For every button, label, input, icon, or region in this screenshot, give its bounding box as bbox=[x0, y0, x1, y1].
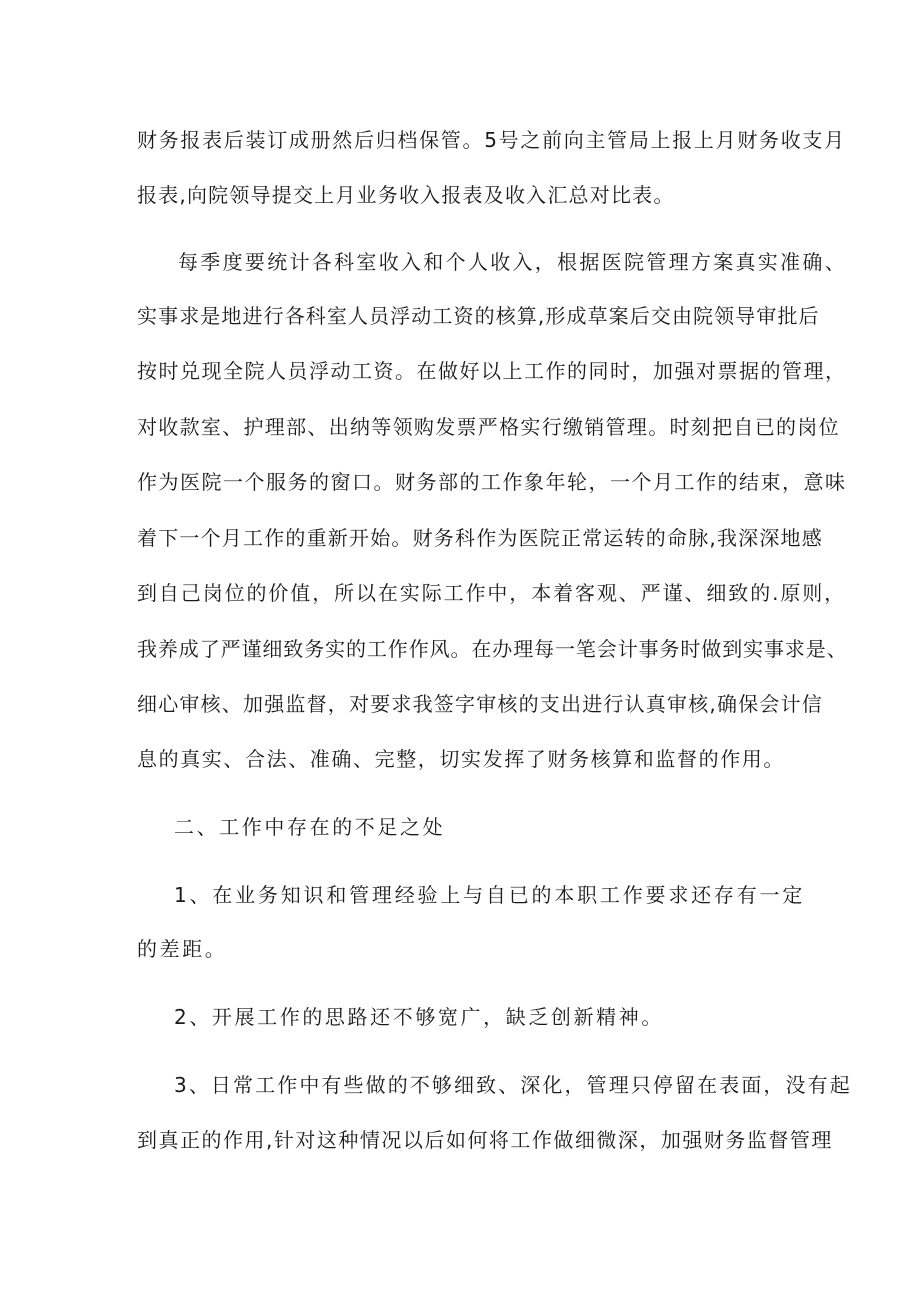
text-line: 实事求是地进行各科室人员浮动工资的核算,形成草案后交由院领导审批后 bbox=[137, 304, 820, 328]
list-item-3: 3、日常工作中有些做的不够细致、深化，管理只停留在表面，没有起 bbox=[174, 1073, 852, 1097]
text-line: 到真正的作用,针对这种情况以后如何将工作做细微深，加强财务监督管理 bbox=[137, 1128, 833, 1152]
text-line: 到自己岗位的价值，所以在实际工作中，本着客观、严谨、细致的.原则， bbox=[137, 581, 847, 605]
text-line: 我养成了严谨细致务实的工作作风。在办理每一笔会计事务时做到实事求是、 bbox=[137, 637, 848, 661]
text-line: 息的真实、合法、准确、完整，切实发挥了财务核算和监督的作用。 bbox=[137, 747, 785, 771]
text-line: 细心审核、加强监督，对要求我签字审核的支出进行认真审核,确保会计信 bbox=[137, 692, 823, 716]
text-line: 着下一个月工作的重新开始。财务科作为医院正常运转的命脉,我深深地感 bbox=[137, 526, 823, 550]
list-item-2: 2、开展工作的思路还不够宽广，缺乏创新精神。 bbox=[174, 1005, 664, 1029]
text-line: 的差距。 bbox=[137, 937, 228, 961]
text-line: 按时兑现全院人员浮动工资。在做好以上工作的同时，加强对票据的管理， bbox=[137, 359, 847, 383]
text-line: 作为医院一个服务的窗口。财务部的工作象年轮，一个月工作的结束，意味 bbox=[137, 470, 847, 494]
text-line: 财务报表后装订成册然后归档保管。5号之前向主管局上报上月财务收支月 bbox=[137, 128, 846, 152]
list-item-1: 1、在业务知识和管理经验上与自已的本职工作要求还存有一定 bbox=[174, 883, 806, 907]
paragraph-start-line: 每季度要统计各科室收入和个人收入，根据医院管理方案真实准确、 bbox=[178, 250, 847, 274]
section-heading: 二、工作中存在的不足之处 bbox=[174, 815, 446, 839]
text-line: 报表,向院领导提交上月业务收入报表及收入汇总对比表。 bbox=[137, 183, 675, 207]
text-line: 对收款室、护理部、出纳等领购发票严格实行缴销管理。时刻把自已的岗位 bbox=[137, 415, 840, 439]
